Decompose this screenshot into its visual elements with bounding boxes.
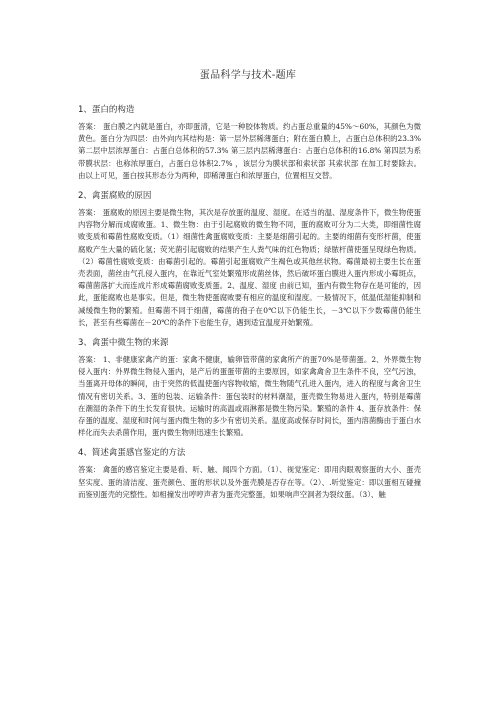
document-title: 蛋品科学与技术-题库 [199, 70, 297, 81]
question-heading: 1、蛋白的构造 [78, 105, 135, 115]
question-section-1 [78, 104, 421, 182]
question-section-4 [78, 447, 421, 501]
question-heading: 4、简述禽蛋感官鉴定的方法 [78, 448, 186, 459]
document-body [78, 104, 421, 509]
answer-text: 答案： 禽蛋的感官鉴定主要是看、听、触、闻四个方面。（1）、视觉鉴定：即用肉眼观察蛋的大小、蛋壳坚实度、蛋的清洁度、蛋壳颜色、蛋的形状以及外蛋壳膜是否存在等。（2）、.听觉鉴定：即以蛋相互碰撞而鉴别蛋壳的完整性。如相撞发出哼哼声者为蛋壳完整蛋，如果响声空洞者为裂纹蛋。（3）、触 [78, 465, 421, 499]
question-section-2 [78, 190, 421, 329]
answer-text: 答案： 蛋腐败的原因主要是微生物，其次是存放蛋的温度、湿度。在适当的温、湿度条件下，微生物使蛋内容物分解而成腐败蛋。1、微生物：由于引起腐败的微生物不同，蛋的腐败可分为二大类，即细菌性腐败变质和霉菌性腐败变质。（1）细菌性禽蛋腐败变质：主要是细菌引起的。主要的细菌有变形杆菌，使蛋腐败产生大量的硫化氢；荧光菌引起腐败的结果产生人粪气味的红色物质；绿脓杆菌使蛋呈现绿色物质。（2）霉菌性腐败变质：由霉菌引起的。霉菌引起蛋腐败产生褐色或其他丝状物。霉菌最初主要生长在蛋壳表面，菌丝由气孔侵入蛋内，在靠近气室处繁殖形成菌丝体，然后破坏蛋白膜进入蛋内形成小霉斑点，霉菌菌落扩大而连成片形成霉菌腐败变质蛋。2、温度、湿度 由前已知，蛋内有微生物存在是可能的，因此，蛋能腐败也是事实。但是，微生物使蛋腐败要有相应的温度和湿度。一般情况下，低温低湿能抑制和减缓微生物的繁殖。但霉菌不同于细菌，霉菌的孢子在0℃以下仍能生长，－3℃以下少数霉菌仍能生长，甚至有些霉菌在－20℃的条件下也能生存，遇到适宜温度开始繁殖。 [78, 208, 421, 327]
question-heading: 3、禽蛋中微生物的来源 [78, 338, 169, 349]
question-section-3 [78, 337, 421, 439]
answer-text: 答案： 1、非健康家禽产的蛋：家禽不健康，输卵管带菌的家禽所产的蛋70%是带菌蛋。2、外界微生物侵入蛋内：外界微生物侵入蛋内，是产后的蛋蛋带菌的主要原因，如家禽禽舍卫生条件不良，空气污浊，当蛋离开母体的瞬间，由于突然的低温使蛋内容物收缩，微生物随气孔进入蛋内，进入的程度与禽舍卫生情况有密切关系。3、蛋的包装、运输条件：蛋包装时的材料潮湿，蛋壳微生物易进入蛋内，特别是霉菌在潮湿的条件下的生长发育很快。运输时的高温或雨淋都是微生物污染。繁殖的条件 4、蛋存放条件：保存蛋的温度、湿度和时间与蛋内微生物的多少有密切关系。温度高或保存时间长，蛋内溶菌酶由于蛋白水样化而失去杀菌作用，蛋内微生物则迅速生长繁殖。 [78, 355, 421, 438]
answer-text: 答案： 蛋白膜之内就是蛋白，亦即蛋清，它是一种胶体物质。约占蛋总重量的45%～60%，其颜色为微黄色。蛋白分为四层：由外向内其结构是：第一层外层稀薄蛋白；附在蛋白膜上，占蛋白总体积的23.3% 第二层中层浓厚蛋白：占蛋白总体积的57.3% 第三层内层稀薄蛋白：占蛋白总体积的16.8% 第四层为系带膜状层：也称浓厚蛋白，占蛋白总体积2.7% ，该层分为膜状部和索状部 其索状部 在加工时要除去。由以上可见，蛋白按其形态分为两种，即稀薄蛋白和浓厚蛋白，位置相互交替。 [78, 122, 421, 180]
question-heading: 2、禽蛋腐败的原因 [78, 191, 152, 202]
